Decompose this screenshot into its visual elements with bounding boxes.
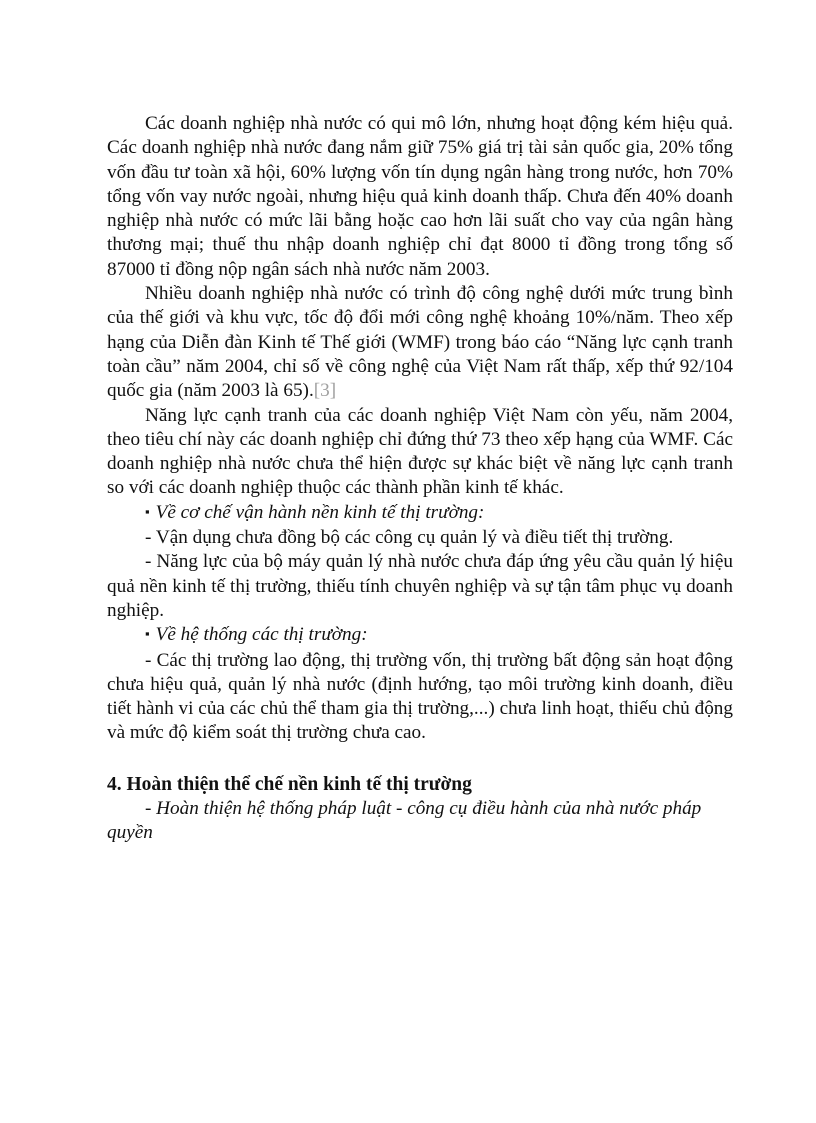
bullet-market-system bbox=[107, 623, 733, 648]
bullet-market-mechanism bbox=[107, 501, 733, 526]
list-item-market-tools: - Vận dụng chưa đồng bộ các công cụ quản lý và điều tiết thị trường. bbox=[145, 527, 674, 549]
list-item-markets-performance: - Các thị trường lao động, thị trường vốn, thị trường bất động sản hoạt động chưa hiệu quả, quản lý nhà nước (định hướng, tạo môi trường kinh doanh, điều tiết hành vi của các chủ thể tham gia thị trường,...) chưa linh hoạt, thiếu chủ động và mức độ kiểm soát thị trường chưa cao. bbox=[107, 649, 733, 744]
list-item-management-capacity: - Năng lực của bộ máy quản lý nhà nước chưa đáp ứng yêu cầu quản lý hiệu quả nền kinh tế thị trường, thiếu tính chuyên nghiệp và sự tận tâm phục vụ doanh nghiệp. bbox=[107, 551, 733, 621]
paragraph-competitiveness: Năng lực cạnh tranh của các doanh nghiệp Việt Nam còn yếu, năm 2004, theo tiêu chí này các doanh nghiệp chỉ đứng thứ 73 theo xếp hạng của WMF. Các doanh nghiệp nhà nước chưa thể hiện được sự khác biệt về năng lực cạnh tranh so với các doanh nghiệp thuộc các thành phần kinh tế khác. bbox=[107, 404, 733, 499]
section-subitem: - Hoàn thiện hệ thống pháp luật - công cụ điều hành của nhà nước pháp quyền bbox=[107, 798, 702, 844]
document-page bbox=[107, 112, 733, 846]
section-heading: 4. Hoàn thiện thể chế nền kinh tế thị trường bbox=[107, 773, 472, 795]
bullet-market-system-label: Về hệ thống các thị trường: bbox=[155, 624, 368, 646]
paragraph-technology-level bbox=[107, 282, 733, 403]
citation-reference[interactable]: [3] bbox=[313, 380, 337, 402]
paragraph-soe-efficiency: Các doanh nghiệp nhà nước có qui mô lớn, nhưng hoạt động kém hiệu quả. Các doanh nghiệp nhà nước đang nắm giữ 75% giá trị tài sản quốc gia, 20% tổng vốn đầu tư toàn xã hội, 60% lượng vốn tín dụng ngân hàng trong nước, hơn 70% tổng vốn vay nước ngoài, nhưng hiệu quả kinh doanh thấp. Chưa đến 40% doanh nghiệp nhà nước có mức lãi bằng hoặc cao hơn lãi suất cho vay của ngân hàng thương mại; thuế thu nhập doanh nghiệp chỉ đạt 8000 tỉ đồng trong tổng số 87000 tỉ đồng nộp ngân sách nhà nước năm 2003. bbox=[107, 113, 733, 280]
square-bullet-icon: ▪ bbox=[145, 503, 150, 519]
bullet-market-mechanism-label: Về cơ chế vận hành nền kinh tế thị trường: bbox=[155, 501, 485, 523]
square-bullet-icon: ▪ bbox=[145, 626, 150, 642]
paragraph-technology-text: Nhiều doanh nghiệp nhà nước có trình độ công nghệ dưới mức trung bình của thế giới và khu vực, tốc độ đổi mới công nghệ khoảng 10%/năm. Theo xếp hạng của Diễn đàn Kinh tế Thế giới (WMF) trong báo cáo “Năng lực cạnh tranh toàn cầu” năm 2004, chỉ số về công nghệ của Việt Nam rất thấp, xếp thứ 92/104 quốc gia (năm 2003 là 65). bbox=[107, 283, 733, 402]
